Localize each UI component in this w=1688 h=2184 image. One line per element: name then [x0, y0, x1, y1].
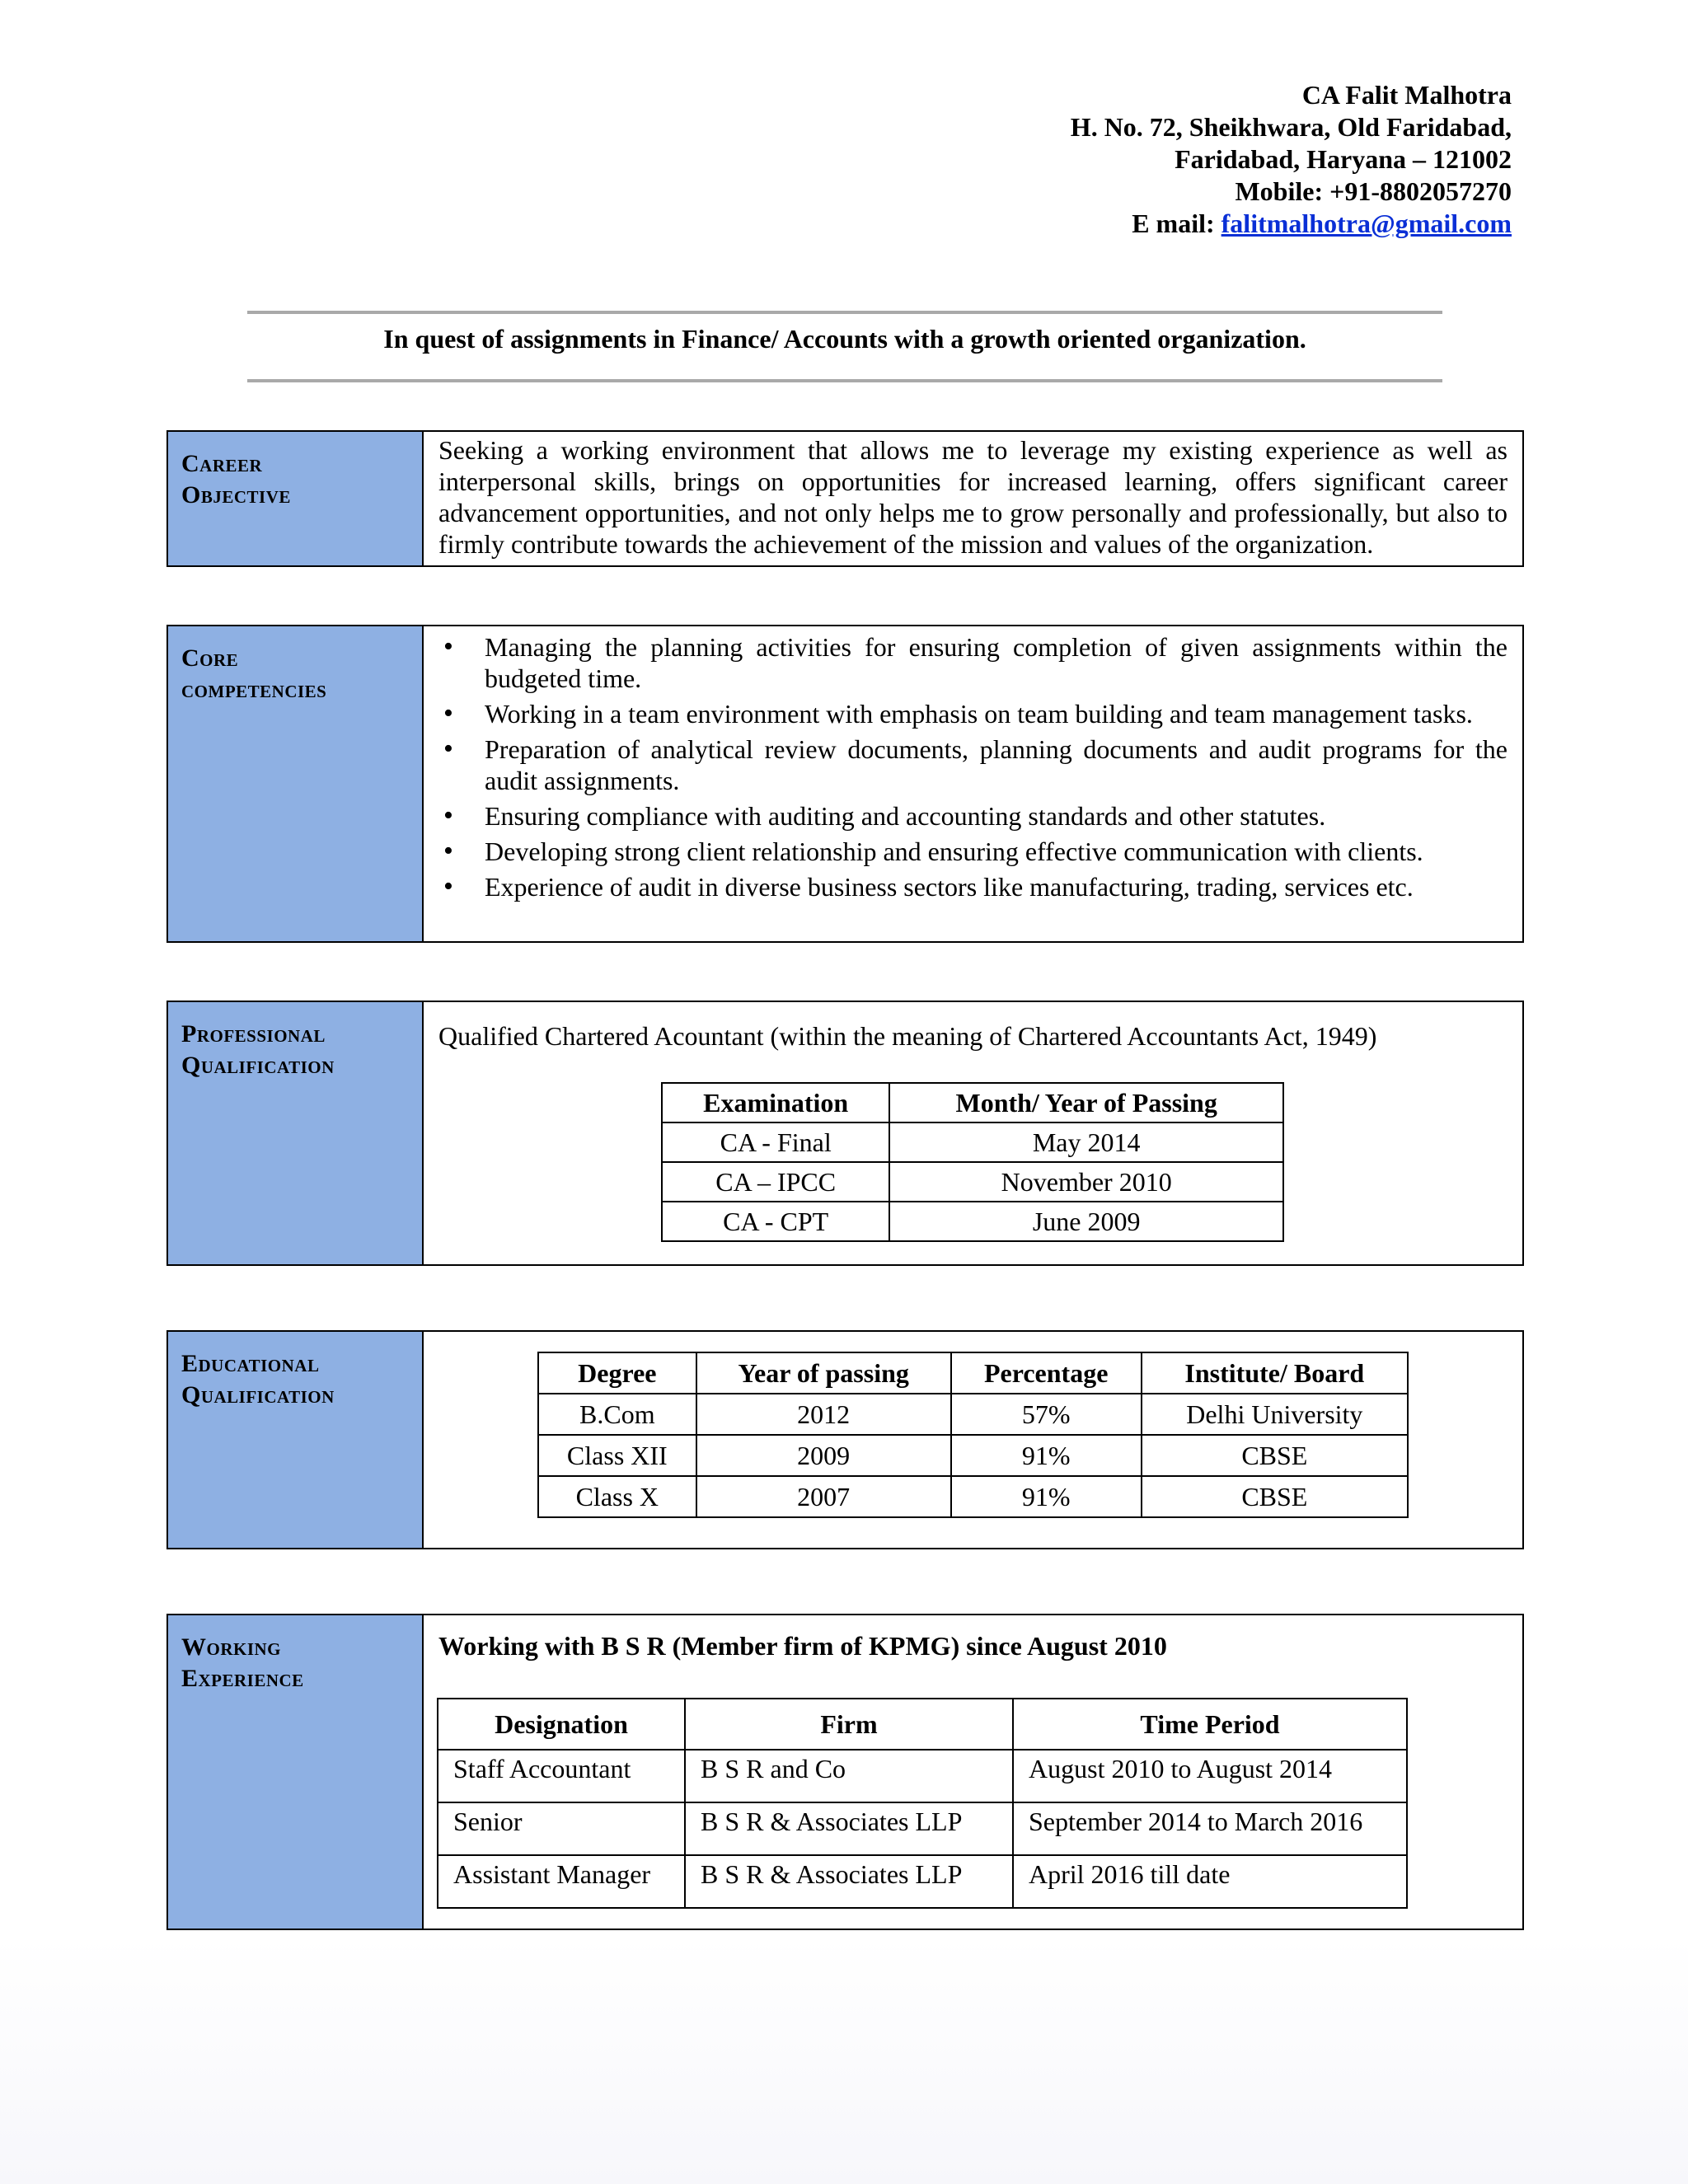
table-cell: April 2016 till date [1013, 1855, 1407, 1908]
education-label-line1: Educational [181, 1350, 320, 1377]
page-background-fade [0, 1937, 1688, 2184]
table-cell: May 2014 [889, 1122, 1283, 1162]
core-label-line1: Core [181, 644, 239, 672]
career-objective-section [166, 430, 1524, 567]
table-row [538, 1476, 1408, 1517]
table-cell: 57% [951, 1394, 1142, 1435]
professional-qualification-label [168, 1002, 424, 1264]
education-table [537, 1352, 1409, 1518]
table-header-cell: Firm [685, 1699, 1013, 1750]
table-cell: Delhi University [1142, 1394, 1408, 1435]
table-cell: 2007 [696, 1476, 951, 1517]
contact-mobile: Mobile: +91-8802057270 [1235, 176, 1512, 206]
table-row [538, 1394, 1408, 1435]
list-item: • Developing strong client relationship and ensuring effective communication with clients. [438, 836, 1507, 867]
education-label-line2: Qualification [181, 1381, 335, 1408]
table-row [662, 1122, 1283, 1162]
table-header-cell: Percentage [951, 1352, 1142, 1394]
work-label-line2: Experience [181, 1665, 304, 1692]
professional-label-line2: Qualification [181, 1052, 335, 1079]
table-cell: B S R & Associates LLP [685, 1855, 1013, 1908]
table-row [438, 1802, 1407, 1855]
table-cell: CBSE [1142, 1435, 1408, 1476]
contact-email-label: E mail: [1132, 209, 1221, 238]
educational-qualification-label [168, 1332, 424, 1548]
table-cell: CBSE [1142, 1476, 1408, 1517]
table-cell: 2012 [696, 1394, 951, 1435]
core-label-line2: competencies [181, 676, 327, 703]
table-header-cell: Examination [662, 1083, 889, 1122]
career-objective-label [168, 432, 424, 565]
table-cell: 91% [951, 1435, 1142, 1476]
table-cell: CA - CPT [662, 1202, 889, 1241]
table-cell: 2009 [696, 1435, 951, 1476]
table-header-row [538, 1352, 1408, 1394]
work-table [437, 1698, 1408, 1909]
list-item: • Managing the planning activities for ensuring completion of given assignments within the budgeted time. [438, 631, 1507, 694]
table-cell: August 2010 to August 2014 [1013, 1750, 1407, 1802]
table-cell: B S R and Co [685, 1750, 1013, 1802]
contact-name: CA Falit Malhotra [1301, 80, 1512, 110]
core-competencies-list [438, 631, 1507, 902]
contact-email-link[interactable]: falitmalhotra@gmail.com [1221, 209, 1512, 238]
working-experience-label [168, 1615, 424, 1929]
table-header-cell: Degree [538, 1352, 696, 1394]
table-cell: B.Com [538, 1394, 696, 1435]
career-label-line2: Objective [181, 481, 291, 509]
table-row [438, 1855, 1407, 1908]
core-competencies-section [166, 625, 1524, 943]
professional-qualification-text: Qualified Chartered Acountant (within the meaning of Chartered Accountants Act, 1949) [438, 1021, 1377, 1051]
table-cell: June 2009 [889, 1202, 1283, 1241]
work-title: Working with B S R (Member firm of KPMG) since August 2010 [438, 1631, 1167, 1661]
list-item: • Experience of audit in diverse business sectors like manufacturing, trading, services etc. [438, 871, 1507, 902]
table-header-cell: Month/ Year of Passing [889, 1083, 1283, 1122]
table-header-row [662, 1083, 1283, 1122]
table-cell: September 2014 to March 2016 [1013, 1802, 1407, 1855]
list-item: • Ensuring compliance with auditing and accounting standards and other statutes. [438, 800, 1507, 832]
table-cell: November 2010 [889, 1162, 1283, 1202]
banner-top-rule [247, 311, 1442, 314]
table-cell: B S R & Associates LLP [685, 1802, 1013, 1855]
table-cell: Assistant Manager [438, 1855, 685, 1908]
contact-email-row [1071, 208, 1512, 240]
contact-address-line1: H. No. 72, Sheikhwara, Old Faridabad, [1070, 112, 1512, 142]
exam-table [661, 1082, 1284, 1242]
table-row [662, 1162, 1283, 1202]
table-cell: Staff Accountant [438, 1750, 685, 1802]
table-cell: Class X [538, 1476, 696, 1517]
table-header-row [438, 1699, 1407, 1750]
core-competencies-content [424, 626, 1522, 941]
table-cell: CA – IPCC [662, 1162, 889, 1202]
table-header-cell: Year of passing [696, 1352, 951, 1394]
contact-block [1071, 79, 1512, 240]
career-label-line1: Career [181, 450, 263, 477]
list-item: • Working in a team environment with emphasis on team building and team management tasks. [438, 698, 1507, 729]
table-cell: 91% [951, 1476, 1142, 1517]
core-competencies-label [168, 626, 424, 941]
banner-bottom-rule [247, 379, 1442, 382]
table-row [438, 1750, 1407, 1802]
table-cell: CA - Final [662, 1122, 889, 1162]
contact-address-line2: Faridabad, Haryana – 121002 [1175, 144, 1512, 174]
professional-label-line1: Professional [181, 1020, 326, 1047]
work-label-line1: Working [181, 1633, 282, 1661]
table-header-cell: Time Period [1013, 1699, 1407, 1750]
career-objective-text: Seeking a working environment that allows me to leverage my existing experience as well as interpersonal skills, brings on opportunities for increased learning, offers significant career advancement opportunities, and not only helps me to grow personally and professionally, but also to firmly contribute towards the achievement of the mission and values of the organization. [438, 435, 1507, 559]
table-row [538, 1435, 1408, 1476]
table-cell: Class XII [538, 1435, 696, 1476]
table-cell: Senior [438, 1802, 685, 1855]
table-row [662, 1202, 1283, 1241]
table-header-cell: Designation [438, 1699, 685, 1750]
table-header-cell: Institute/ Board [1142, 1352, 1408, 1394]
list-item: • Preparation of analytical review documents, planning documents and audit programs for the audit assignments. [438, 733, 1507, 796]
objective-banner: In quest of assignments in Finance/ Accounts with a growth oriented organization. [383, 324, 1306, 354]
